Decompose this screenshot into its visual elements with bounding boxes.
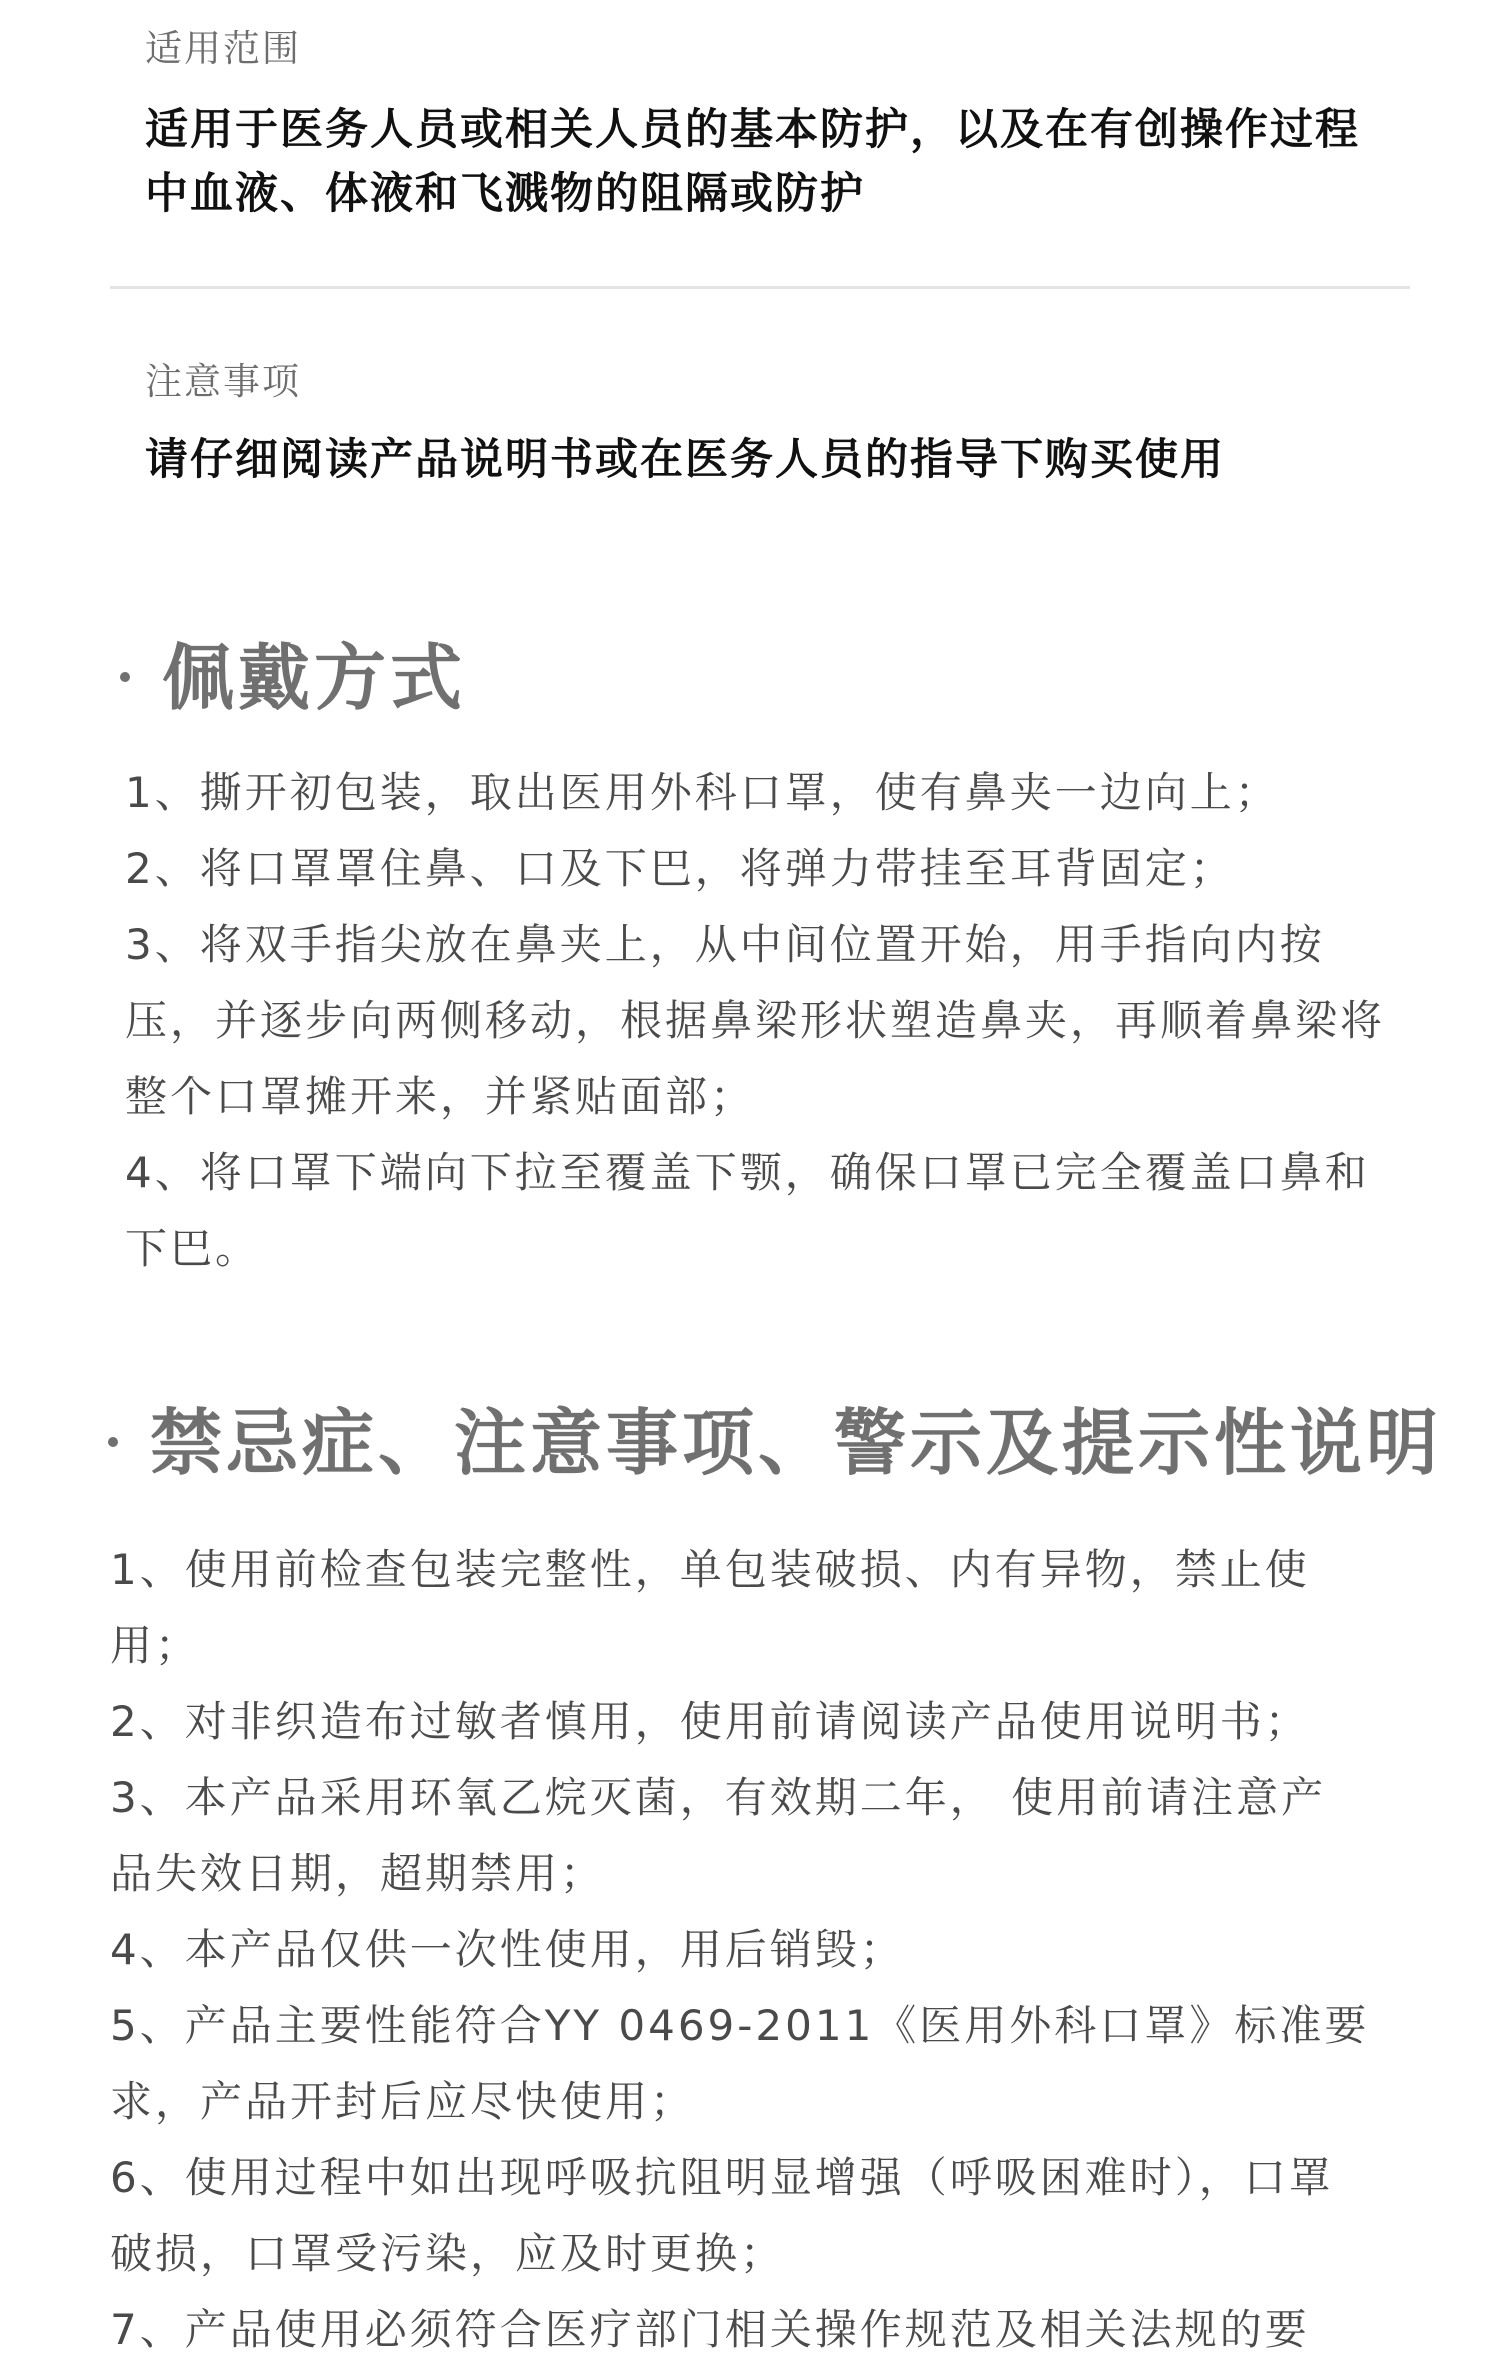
contraindication-item: 1、使用前检查包装完整性，单包装破损、内有异物，禁止使用；: [110, 1545, 1310, 1670]
contraindication-item: 7、产品使用必须符合医疗部门相关操作规范及相关法规的要: [110, 2305, 1310, 2354]
heading-bullet-icon: [108, 1437, 118, 1447]
contraindications-heading-text: 禁忌症、注意事项、警示及提示性说明: [150, 1401, 1443, 1485]
wearing-steps-list: [125, 755, 1385, 1287]
contraindications-heading: [108, 1400, 1442, 1486]
wearing-heading: [120, 635, 466, 721]
wearing-step: 3、将双手指尖放在鼻夹上，从中间位置开始，用手指向内按压，并逐步向两侧移动，根据鼻梁形状塑造鼻夹，再顺着鼻梁将整个口罩摊开来，并紧贴面部；: [125, 920, 1386, 1121]
heading-bullet-icon: [120, 672, 130, 682]
scope-label: 适用范围: [145, 27, 301, 70]
wearing-step: 2、将口罩罩住鼻、口及下巴，将弹力带挂至耳背固定；: [125, 844, 1235, 893]
contraindication-item: 4、本产品仅供一次性使用，用后销毁；: [110, 1925, 905, 1974]
scope-text: 适用于医务人员或相关人员的基本防护，以及在有创操作过程中血液、体液和飞溅物的阻隔或防护: [145, 105, 1360, 219]
notice-text: 请仔细阅读产品说明书或在医务人员的指导下购买使用: [145, 435, 1225, 485]
contraindication-item: 5、产品主要性能符合YY 0469-2011《医用外科口罩》标准要求，产品开封后应尽快使用；: [110, 2001, 1370, 2126]
contraindication-item: 6、使用过程中如出现呼吸抗阻明显增强（呼吸困难时），口罩破损，口罩受污染，应及时更换；: [110, 2153, 1334, 2278]
notice-label: 注意事项: [145, 360, 301, 403]
wearing-heading-text: 佩戴方式: [162, 636, 467, 720]
section-divider: [110, 286, 1410, 289]
contraindications-list: [110, 1532, 1370, 2368]
wearing-step: 4、将口罩下端向下拉至覆盖下颚，确保口罩已完全覆盖口鼻和下巴。: [125, 1148, 1370, 1273]
contraindication-item: 3、本产品采用环氧乙烷灭菌，有效期二年， 使用前请注意产品失效日期，超期禁用；: [110, 1773, 1327, 1898]
wearing-step: 1、撕开初包装，取出医用外科口罩，使有鼻夹一边向上；: [125, 768, 1280, 817]
contraindication-item: 2、对非织造布过敏者慎用，使用前请阅读产品使用说明书；: [110, 1697, 1310, 1746]
